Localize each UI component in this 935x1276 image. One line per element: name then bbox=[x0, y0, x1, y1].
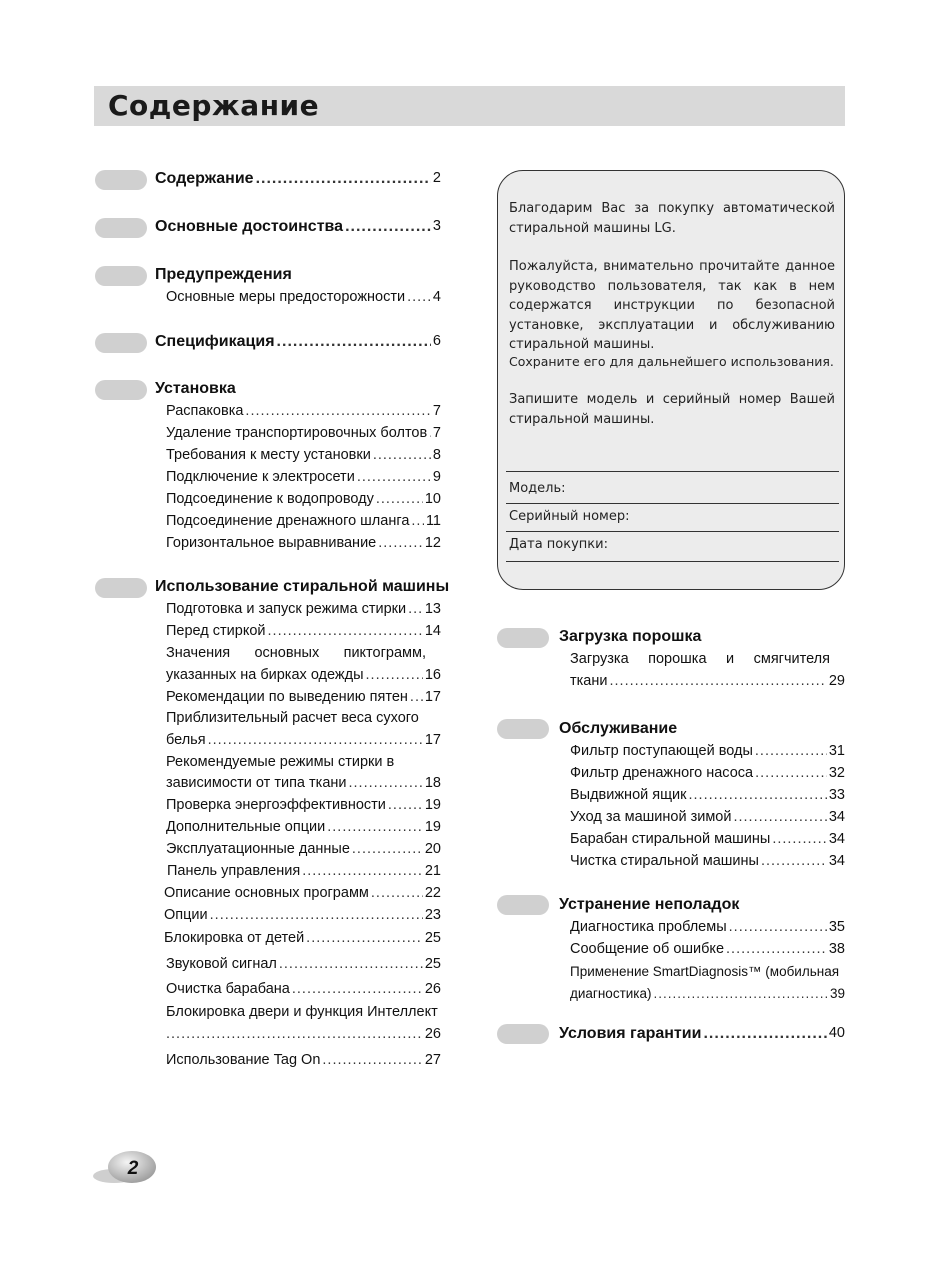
toc-label: Сообщение об ошибке bbox=[570, 941, 725, 957]
toc-page: 26 bbox=[424, 981, 441, 997]
leader-dots bbox=[733, 807, 826, 829]
toc-label: Диагностика проблемы bbox=[570, 919, 727, 935]
section-marker bbox=[95, 170, 147, 190]
toc-page: 9 bbox=[432, 469, 441, 485]
toc-label: белья bbox=[166, 732, 206, 748]
toc-label: Основные меры предосторожности bbox=[166, 289, 406, 305]
divider bbox=[506, 503, 839, 504]
section-marker bbox=[497, 1024, 549, 1044]
toc-label: Опции bbox=[164, 907, 208, 923]
toc-section-usage[interactable]: Использование стиральной машины bbox=[155, 578, 450, 595]
toc-label: Использование Tag On bbox=[166, 1052, 321, 1068]
toc-item[interactable] bbox=[570, 671, 845, 693]
toc-page: 39 bbox=[829, 986, 845, 1001]
toc-page: 17 bbox=[424, 689, 441, 705]
toc-label: Описание основных программ bbox=[164, 885, 369, 901]
toc-label: Дополнительные опции bbox=[166, 819, 326, 835]
thanks-text: Благодарим Вас за покупку автоматической стиральной машины LG. bbox=[509, 201, 835, 236]
toc-label: пиктограмм, bbox=[343, 645, 426, 661]
toc-label: Уход за машиной зимой bbox=[570, 809, 732, 825]
leader-dots bbox=[755, 763, 827, 785]
page-number-badge bbox=[92, 1150, 158, 1184]
toc-item[interactable] bbox=[570, 983, 845, 1005]
leader-dots bbox=[322, 1050, 422, 1072]
leader-dots bbox=[772, 829, 827, 851]
toc-page: 29 bbox=[828, 673, 845, 689]
toc-item[interactable] bbox=[166, 445, 441, 467]
toc-label: Фильтр поступающей воды bbox=[570, 743, 753, 759]
leader-dots bbox=[256, 168, 431, 190]
toc-label: Перед стиркой bbox=[166, 623, 266, 639]
toc-page: 25 bbox=[424, 930, 441, 946]
toc-page: 10 bbox=[424, 491, 441, 507]
toc-label: Основные достоинства bbox=[155, 218, 344, 235]
toc-item-line1[interactable] bbox=[570, 649, 830, 671]
leader-dots bbox=[208, 730, 423, 752]
toc-item[interactable] bbox=[164, 883, 441, 905]
toc-item[interactable] bbox=[167, 861, 441, 883]
toc-page: 2 bbox=[432, 170, 441, 186]
section-marker bbox=[95, 333, 147, 353]
toc-item[interactable] bbox=[164, 905, 441, 927]
toc-page: 13 bbox=[424, 601, 441, 617]
toc-label: Рекомендации по выведению пятен bbox=[166, 689, 408, 705]
section-marker bbox=[95, 578, 147, 598]
section-marker bbox=[497, 628, 549, 648]
leader-dots bbox=[302, 861, 423, 883]
toc-section-specifications[interactable] bbox=[155, 331, 441, 353]
leader-dots bbox=[688, 785, 826, 807]
leader-dots bbox=[373, 445, 431, 467]
toc-section-maintenance[interactable]: Обслуживание bbox=[559, 720, 678, 737]
leader-dots bbox=[703, 1023, 826, 1045]
toc-label: диагностика) bbox=[570, 986, 652, 1001]
leader-dots bbox=[366, 665, 423, 687]
page-title: Содержание bbox=[108, 89, 320, 122]
leader-dots bbox=[245, 401, 431, 423]
toc-section-troubleshooting[interactable]: Устранение неполадок bbox=[559, 896, 740, 913]
record-model-text: Запишите модель и серийный номер Вашей стиральной машины. bbox=[509, 392, 835, 427]
toc-page: 19 bbox=[424, 819, 441, 835]
toc-page: 38 bbox=[828, 941, 845, 957]
leader-dots bbox=[166, 1024, 423, 1046]
toc-label: Подключение к электросети bbox=[166, 469, 355, 485]
toc-label: Значения bbox=[166, 645, 231, 661]
toc-item[interactable] bbox=[570, 829, 845, 851]
leader-dots bbox=[210, 905, 423, 927]
leader-dots bbox=[268, 621, 423, 643]
toc-item[interactable] bbox=[166, 489, 441, 511]
toc-label: Звуковой сигнал bbox=[166, 956, 277, 972]
toc-page: 8 bbox=[432, 447, 441, 463]
leader-dots bbox=[726, 939, 827, 961]
read-manual-text: Пожалуйста, внимательно прочитайте данное руководство пользователя, так как в нем содержатся инструкции по безопасной установке, эксплуатации и обслуживанию стиральной машины. bbox=[509, 259, 835, 352]
title-bar bbox=[94, 86, 845, 126]
toc-item[interactable] bbox=[164, 928, 441, 950]
toc-page: 33 bbox=[828, 787, 845, 803]
toc-section-warranty[interactable] bbox=[559, 1023, 845, 1045]
toc-page: 22 bbox=[424, 885, 441, 901]
toc-label: Проверка энергоэффективности bbox=[166, 797, 386, 813]
serial-label: Серийный номер: bbox=[509, 509, 630, 524]
toc-label: ткани bbox=[570, 673, 608, 689]
toc-label: зависимости от типа ткани bbox=[166, 775, 347, 791]
toc-item-line1[interactable]: Рекомендуемые режимы стирки в bbox=[166, 754, 395, 770]
toc-page: 35 bbox=[828, 919, 845, 935]
toc-page: 23 bbox=[424, 907, 441, 923]
leader-dots bbox=[761, 851, 827, 873]
leader-dots bbox=[292, 979, 423, 1001]
toc-label: и bbox=[726, 651, 735, 667]
leader-dots bbox=[609, 671, 826, 693]
toc-page: 32 bbox=[828, 765, 845, 781]
toc-page: 34 bbox=[828, 809, 845, 825]
toc-section-contents[interactable] bbox=[155, 168, 441, 190]
toc-section-installation[interactable]: Установка bbox=[155, 380, 236, 397]
toc-label: основных bbox=[254, 645, 320, 661]
purchase-date-label: Дата покупки: bbox=[509, 537, 608, 552]
toc-item[interactable] bbox=[166, 795, 441, 817]
leader-dots bbox=[410, 687, 423, 709]
divider bbox=[506, 561, 839, 562]
toc-page: 20 bbox=[424, 841, 441, 857]
toc-label: Спецификация bbox=[155, 333, 275, 350]
toc-label: Содержание bbox=[155, 170, 254, 187]
leader-dots bbox=[729, 917, 827, 939]
toc-section-features[interactable] bbox=[155, 216, 441, 238]
leader-dots bbox=[277, 331, 431, 353]
toc-section-warnings[interactable]: Предупреждения bbox=[155, 266, 292, 283]
toc-label: Чистка стиральной машины bbox=[570, 853, 759, 869]
toc-label: Подсоединение дренажного шланга bbox=[166, 513, 410, 529]
info-box bbox=[497, 170, 845, 590]
leader-dots bbox=[352, 839, 423, 861]
toc-page: 19 bbox=[424, 797, 441, 813]
leader-dots bbox=[371, 883, 423, 905]
toc-label: Распаковка bbox=[166, 403, 244, 419]
section-marker bbox=[497, 719, 549, 739]
toc-page: 34 bbox=[828, 853, 845, 869]
section-marker bbox=[95, 266, 147, 286]
toc-page: 34 bbox=[828, 831, 845, 847]
toc-item[interactable] bbox=[570, 785, 845, 807]
leader-dots bbox=[654, 983, 828, 1005]
toc-item[interactable] bbox=[166, 287, 441, 309]
toc-item[interactable] bbox=[166, 1050, 441, 1072]
toc-label: Удаление транспортировочных болтов bbox=[166, 425, 428, 441]
toc-label: Блокировка от детей bbox=[164, 930, 305, 946]
toc-page: 7 bbox=[432, 403, 441, 419]
toc-page: 17 bbox=[424, 732, 441, 748]
toc-label: Панель управления bbox=[167, 863, 301, 879]
toc-page: 40 bbox=[828, 1025, 845, 1041]
toc-item[interactable] bbox=[570, 763, 845, 785]
section-marker bbox=[95, 218, 147, 238]
toc-item[interactable] bbox=[570, 917, 845, 939]
toc-item[interactable] bbox=[166, 423, 441, 445]
toc-label: Барабан стиральной машины bbox=[570, 831, 771, 847]
toc-item[interactable] bbox=[166, 954, 441, 976]
toc-label: Загрузка bbox=[570, 651, 629, 667]
divider bbox=[506, 471, 839, 472]
toc-section-detergent[interactable]: Загрузка порошка bbox=[559, 628, 702, 645]
toc-page: 27 bbox=[424, 1052, 441, 1068]
keep-manual-text: Сохраните его для дальнейшего использования. bbox=[509, 354, 834, 369]
toc-page: 18 bbox=[424, 775, 441, 791]
toc-item[interactable] bbox=[570, 851, 845, 873]
leader-dots bbox=[755, 741, 827, 763]
leader-dots bbox=[345, 216, 431, 238]
toc-label: Эксплуатационные данные bbox=[166, 841, 350, 857]
toc-label: Очистка барабана bbox=[166, 981, 290, 997]
model-label: Модель: bbox=[509, 481, 566, 496]
leader-dots bbox=[407, 287, 431, 309]
toc-page: 6 bbox=[432, 333, 441, 349]
leader-dots bbox=[349, 773, 423, 795]
toc-label: указанных на бирках одежды bbox=[166, 667, 364, 683]
toc-item[interactable] bbox=[166, 467, 441, 489]
leader-dots bbox=[306, 928, 423, 950]
toc-label: Условия гарантии bbox=[559, 1025, 702, 1042]
toc-item-line1[interactable]: Применение SmartDiagnosis™ (мобильная bbox=[570, 964, 840, 979]
leader-dots bbox=[408, 599, 423, 621]
divider bbox=[506, 531, 839, 532]
toc-label: Подготовка и запуск режима стирки bbox=[166, 601, 407, 617]
toc-label: порошка bbox=[648, 651, 707, 667]
leader-dots bbox=[327, 817, 423, 839]
toc-item-line1[interactable]: Блокировка двери и функция Интеллект bbox=[166, 1004, 438, 1020]
toc-page: 31 bbox=[828, 743, 845, 759]
toc-item[interactable] bbox=[166, 533, 441, 555]
leader-dots bbox=[411, 511, 424, 533]
toc-item[interactable] bbox=[166, 665, 441, 687]
toc-page: 4 bbox=[432, 289, 441, 305]
section-marker bbox=[95, 380, 147, 400]
leader-dots bbox=[429, 423, 431, 445]
toc-item[interactable] bbox=[166, 511, 441, 533]
toc-label: Горизонтальное выравнивание bbox=[166, 535, 377, 551]
section-marker bbox=[497, 895, 549, 915]
page-number: 2 bbox=[127, 1158, 139, 1179]
toc-page: 3 bbox=[432, 218, 441, 234]
toc-item[interactable] bbox=[166, 687, 441, 709]
leader-dots bbox=[279, 954, 423, 976]
toc-item[interactable] bbox=[166, 621, 441, 643]
toc-page: 25 bbox=[424, 956, 441, 972]
toc-item[interactable] bbox=[166, 730, 441, 752]
leader-dots bbox=[378, 533, 423, 555]
leader-dots bbox=[388, 795, 423, 817]
toc-page: 16 bbox=[424, 667, 441, 683]
toc-page: 7 bbox=[432, 425, 441, 441]
toc-label: Выдвижной ящик bbox=[570, 787, 687, 803]
toc-page: 11 bbox=[425, 513, 441, 529]
toc-page: 12 bbox=[424, 535, 441, 551]
toc-item-line1[interactable] bbox=[166, 643, 426, 665]
toc-label: смягчителя bbox=[753, 651, 830, 667]
toc-item[interactable] bbox=[570, 807, 845, 829]
toc-page: 21 bbox=[424, 863, 441, 879]
toc-label: Требования к месту установки bbox=[166, 447, 371, 463]
toc-item-line1[interactable]: Приблизительный расчет веса сухого bbox=[166, 710, 419, 726]
toc-item[interactable] bbox=[166, 599, 441, 621]
toc-item[interactable] bbox=[166, 839, 441, 861]
leader-dots bbox=[376, 489, 423, 511]
toc-page: 26 bbox=[424, 1026, 441, 1042]
toc-label: Подсоединение к водопроводу bbox=[166, 491, 374, 507]
toc-item[interactable] bbox=[166, 817, 441, 839]
toc-item[interactable] bbox=[166, 773, 441, 795]
toc-item[interactable] bbox=[166, 401, 441, 423]
leader-dots bbox=[357, 467, 431, 489]
toc-item[interactable] bbox=[166, 1024, 441, 1046]
toc-label: Фильтр дренажного насоса bbox=[570, 765, 754, 781]
toc-item[interactable] bbox=[570, 741, 845, 763]
toc-item[interactable] bbox=[166, 979, 441, 1001]
toc-page: 14 bbox=[424, 623, 441, 639]
toc-item[interactable] bbox=[570, 939, 845, 961]
